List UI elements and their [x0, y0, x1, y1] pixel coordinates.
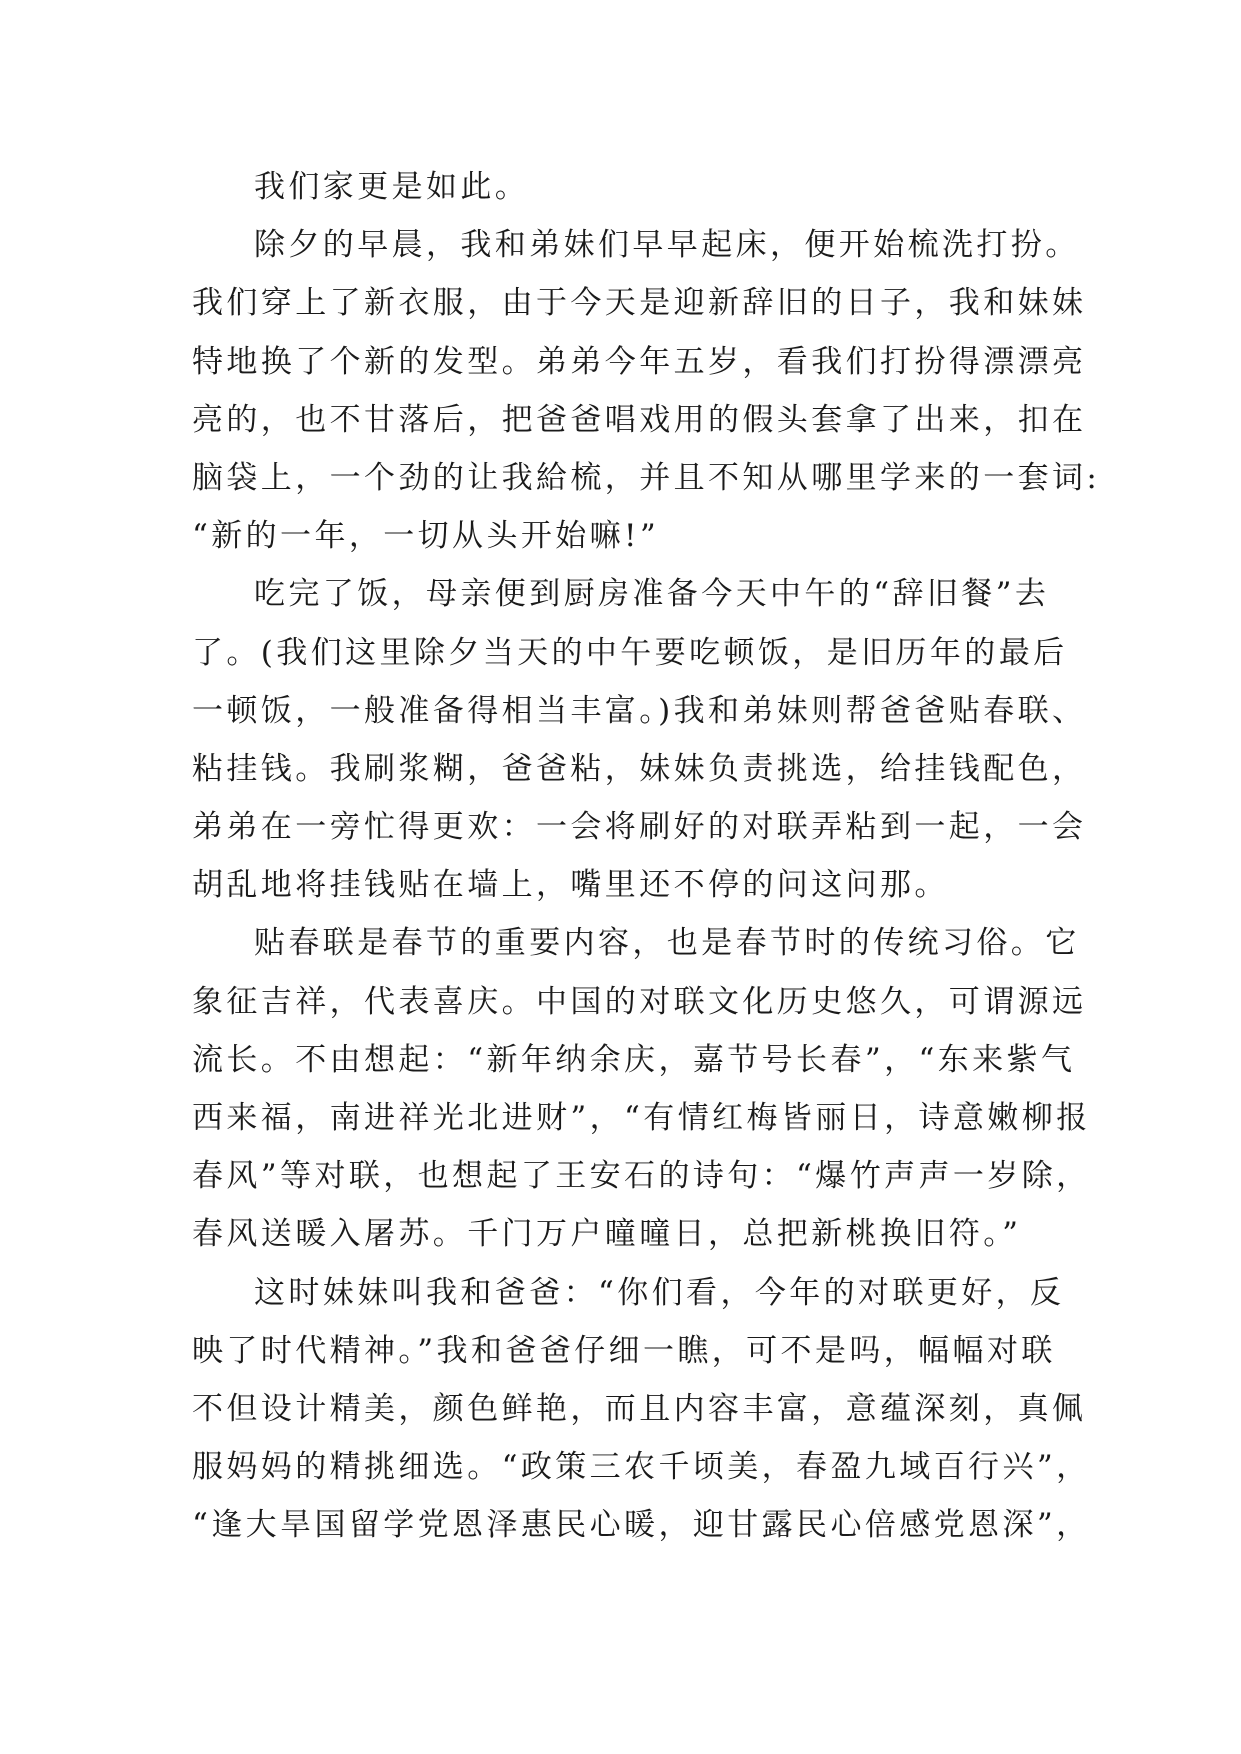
text-line: 流长。不由想起：“新年纳余庆，嘉节号长春”，“东来紫气 — [192, 1041, 1076, 1078]
text-line: 我们家更是如此。 — [254, 169, 530, 205]
text-line: 西来福，南进祥光北进财”，“有情红梅皆丽日，诗意嫩柳报 — [192, 1100, 1091, 1136]
text-line: 春风送暖入屠苏。千门万户曈曈日，总把新桃换旧符。” — [192, 1216, 1022, 1253]
text-line: 粘挂钱。我刷浆糊，爸爸粘，妹妹负责挑选，给挂钱配色， — [192, 750, 1087, 787]
text-line: 特地换了个新的发型。弟弟今年五岁，看我们打扮得漂漂亮 — [192, 343, 1087, 380]
text-line: 不但设计精美，颜色鲜艳，而且内容丰富，意蕴深刻，真佩 — [192, 1390, 1087, 1427]
text-line: “逢大旱国留学党恩泽惠民心暖，迎甘露民心倍感党恩深”， — [192, 1507, 1091, 1544]
text-line: 象征吉祥，代表喜庆。中国的对联文化历史悠久，可谓源远 — [192, 983, 1087, 1020]
text-line: “新的一年，一切从头开始嘛!” — [192, 518, 660, 555]
text-line: 一顿饭，一般准备得相当丰富。)我和弟妹则帮爸爸贴春联、 — [192, 692, 1087, 729]
document-body — [192, 158, 1101, 1555]
text-line: 我们穿上了新衣服，由于今天是迎新辞旧的日子，我和妹妹 — [192, 285, 1087, 322]
text-line: 胡乱地将挂钱贴在墙上，嘴里还不停的问这问那。 — [192, 867, 949, 904]
text-line: 弟弟在一旁忙得更欢：一会将刷好的对联弄粘到一起，一会 — [192, 809, 1087, 846]
text-line: 贴春联是春节的重要内容，也是春节时的传统习俗。它 — [254, 925, 1080, 962]
text-line: 亮的，也不甘落后，把爸爸唱戏用的假头套拿了出来，扣在 — [192, 401, 1087, 438]
text-line: 脑袋上，一个劲的让我給梳，并且不知从哪里学来的一套词: — [192, 459, 1101, 496]
text-line: 这时妹妹叫我和爸爸：“你们看，今年的对联更好，反 — [254, 1274, 1065, 1311]
text-line: 吃完了饭，母亲便到厨房准备今天中午的“辞旧餐”去 — [254, 576, 1050, 613]
text-line: 映了时代精神。”我和爸爸仔细一瞧，可不是吗，幅幅对联 — [192, 1332, 1056, 1369]
text-line: 除夕的早晨，我和弟妹们早早起床，便开始梳洗打扮。 — [254, 227, 1080, 264]
text-line: 服妈妈的精挑细选。“政策三农千顷美，春盈九域百行兴”， — [192, 1449, 1091, 1486]
text-line: 春风”等对联，也想起了王安石的诗句：“爆竹声声一岁除， — [192, 1158, 1091, 1195]
text-line: 了。(我们这里除夕当天的中午要吃顿饭，是旧历年的最后 — [192, 634, 1068, 671]
